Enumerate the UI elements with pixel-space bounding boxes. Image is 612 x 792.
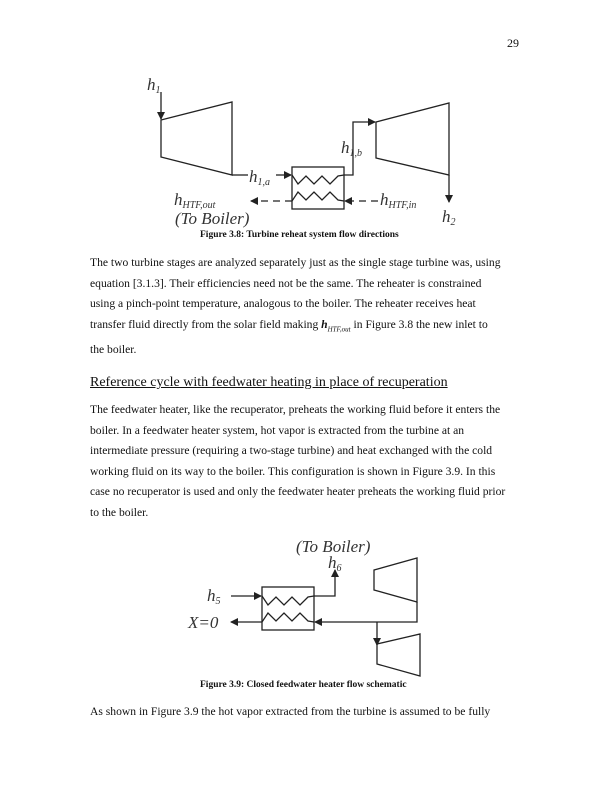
text-line: The two turbine stages are analyzed separately just as the single stage turbine was, using — [90, 256, 501, 269]
turbine-low-pressure — [376, 103, 449, 175]
figure-3-8-turbine-reheat-diagram — [0, 0, 612, 250]
page-number: 29 — [507, 36, 519, 50]
turbine-upper — [374, 558, 417, 602]
feedwater-heat-exchanger — [262, 587, 314, 630]
text-line: working fluid on its way to the boiler. This configuration is shown in Figure 3.9. In this — [90, 464, 496, 478]
text-line: The feedwater heater, like the recuperator, preheats the working fluid before it enters the — [90, 403, 501, 416]
label-htf-in: hHTF,in — [380, 190, 417, 211]
text-line: intermediate pressure (requiring a two-stage turbine) and heat exchanged with the cold — [90, 444, 493, 458]
label-h5: h5 — [207, 586, 221, 607]
turbine-lower — [377, 634, 420, 676]
turbine-high-pressure — [161, 102, 232, 175]
label-h6: h6 — [328, 553, 342, 574]
label-x0: X=0 — [188, 613, 219, 632]
label-h1: h1 — [147, 75, 161, 96]
label-h2: h2 — [442, 207, 456, 228]
text-line: boiler. In a feedwater heater system, hot vapor is extracted from the turbine at an — [90, 423, 465, 437]
text-line: transfer fluid directly from the solar field making $h_{HTF,out}$ in Figure 3.8 the new inlet to — [90, 317, 488, 334]
figure-3-8-caption: Figure 3.8: Turbine reheat system flow directions — [200, 230, 399, 240]
paragraph-feedwater-heater — [90, 400, 550, 524]
text-line: the boiler. — [90, 342, 137, 356]
text-line: using a pinch-point temperature, analogous to the boiler. The reheater receives heat — [90, 297, 476, 311]
figure-3-9-caption: Figure 3.9: Closed feedwater heater flow schematic — [200, 680, 407, 690]
label-to-boiler: (To Boiler) — [175, 209, 250, 228]
text-line: As shown in Figure 3.9 the hot vapor extracted from the turbine is assumed to be fully — [90, 705, 491, 718]
text-line: to the boiler. — [90, 505, 149, 519]
label-h1b: h1,b — [341, 138, 362, 159]
text-line: case no recuperator is used and only the feedwater heater preheats the working fluid prior — [90, 485, 506, 499]
label-h1a: h1,a — [249, 167, 270, 188]
text-line: equation [3.1.3]. Their efficiencies need not be the same. The reheater is constrained — [90, 276, 482, 290]
paragraph-hot-vapor — [90, 702, 550, 723]
label-to-boiler: (To Boiler) — [296, 537, 371, 556]
section-heading: Reference cycle with feedwater heating in place of recuperation — [90, 375, 448, 390]
paragraph-turbine-stages — [90, 253, 550, 360]
label-htf-out: hHTF,out — [174, 190, 216, 211]
reheater-heat-exchanger — [292, 167, 344, 209]
figure-3-9-feedwater-heater-diagram — [0, 520, 612, 690]
